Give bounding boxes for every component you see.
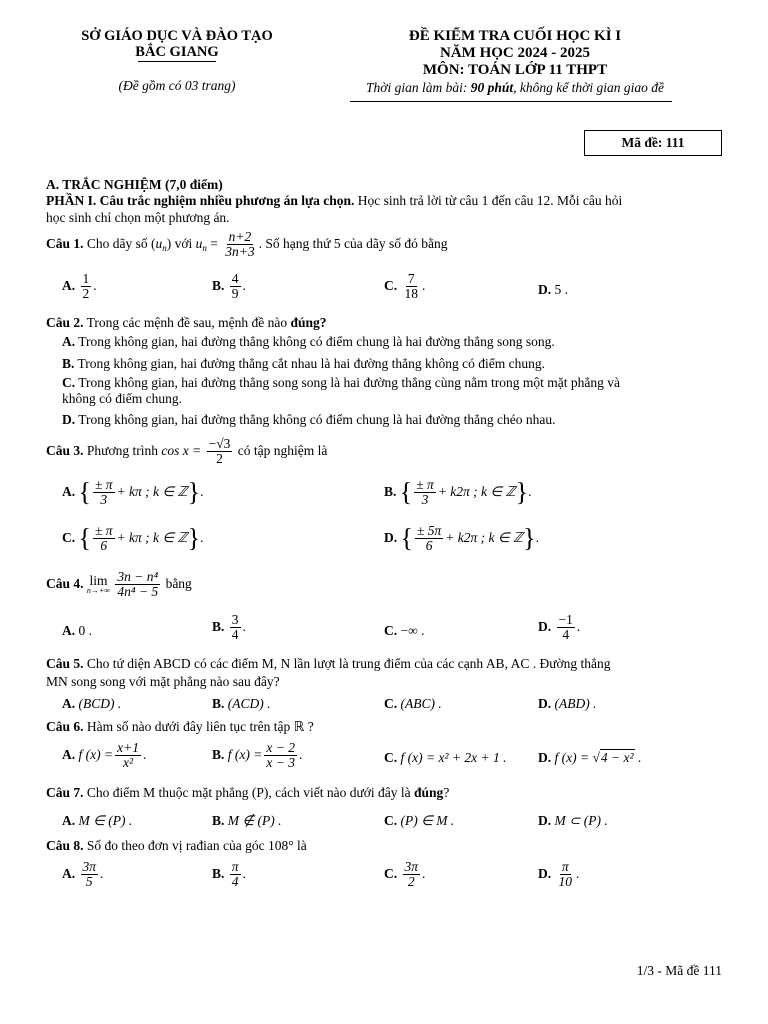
pages-note: (Đề gồm có 03 trang) [118, 78, 236, 93]
q6-option-a[interactable]: A. f (x) = $\frac{x+1}{\text{x²}}$ . [62, 740, 147, 771]
exam-code-box [584, 130, 722, 156]
exam-code: Mã đề: 111 [621, 135, 685, 150]
page-footer: 1/3 - Mã đề 111 [636, 963, 722, 978]
q2-option-a[interactable]: A. Trong không gian, hai đường thẳng không có điểm chung là hai đường thẳng song song. [62, 334, 555, 349]
q1-formula: $\frac{n+2}{3n+3}$ [225, 229, 255, 260]
q8-option-a[interactable]: A. $\frac{3\pi}{5}$ . [62, 859, 104, 890]
part-intro-line2: học sinh chỉ chọn một phương án. [46, 210, 230, 225]
q3-option-d[interactable]: D. { $\frac{\pm 5\pi}{6}$ + k2π ; k ∈ ℤ}. [384, 523, 539, 554]
q7-option-d[interactable]: D. M ⊂ (P) . [538, 813, 608, 828]
q6-option-c[interactable]: C. f (x) = x² + 2x + 1 . [384, 750, 507, 765]
question-3: Câu 3. Phương trình cos x = $\frac{-√3}{2}$ có tập nghiệm là [46, 436, 328, 467]
q2-option-d[interactable]: D. Trong không gian, hai đường thẳng không có điểm chung là hai đường thẳng chéo nhau. [62, 412, 556, 427]
q3-option-c[interactable]: C. { $\frac{\pm \pi}{6}$ + kπ ; k ∈ ℤ}. [62, 523, 204, 554]
q8-option-c[interactable]: C. $\frac{3\pi}{2}$ . [384, 859, 426, 890]
question-5: Câu 5. Cho tứ diện ABCD có các điểm M, N lần lượt là trung điểm của các cạnh AB, AC . Đường thẳng [46, 656, 611, 671]
section-title: A. TRẮC NGHIỆM (7,0 điểm) [46, 177, 223, 192]
time-limit: Thời gian làm bài: 90 phút, không kể thời gian giao đề [366, 80, 664, 95]
q5-option-a[interactable]: A. (BCD) . [62, 696, 122, 711]
q6-option-d[interactable]: D. f (x) = √4 − x² . [538, 750, 642, 765]
q5-option-b[interactable]: B. (ACD) . [212, 696, 271, 711]
q1-option-d[interactable]: D. 5 . [538, 282, 568, 297]
q5-option-c[interactable]: C. (ABC) . [384, 696, 442, 711]
question-8: Câu 8. Số đo theo đơn vị rađian của góc 108° là [46, 838, 307, 853]
q8-option-d[interactable]: D. $\frac{\pi}{10}$ . [538, 859, 580, 890]
province-name: BẮC GIANG [135, 44, 219, 60]
q5-option-d[interactable]: D. (ABD) . [538, 696, 597, 711]
part-intro: PHẦN I. Câu trắc nghiệm nhiều phương án lựa chọn. Học sinh trả lời từ câu 1 đến câu 12. Mỗi câu hỏi [46, 193, 623, 208]
q3-formula: $\frac{-√3}{2}$ [208, 436, 231, 467]
q4-option-d[interactable]: D. $\frac{-1}{4}$ . [538, 612, 581, 643]
question-5-line2: MN song song với mặt phẳng nào sau đây? [46, 674, 280, 689]
province-underline [138, 61, 216, 62]
q7-option-a[interactable]: A. M ∈ (P) . [62, 813, 133, 828]
q6-option-b[interactable]: B. f (x) = $\frac{x - 2}{x - 3}$ . [212, 740, 303, 771]
q4-option-a[interactable]: A. 0 . [62, 623, 92, 638]
question-4: Câu 4. lim n→+∞ $\frac{\text{3n − n⁴}}{\text{4n⁴ − 5}}$ bằng [46, 569, 192, 600]
school-year: NĂM HỌC 2024 - 2025 [440, 45, 590, 61]
q2-option-c[interactable]: C. Trong không gian, hai đường thẳng song song là hai đường thẳng cùng nằm trong một mặt phẳng và không có điểm chung. [62, 375, 620, 406]
q1-option-b[interactable]: B. $\frac{4}{9}$ . [212, 271, 246, 302]
header-rule [350, 101, 672, 102]
q4-option-c[interactable]: C. −∞ . [384, 623, 425, 638]
q2-option-b[interactable]: B. Trong không gian, hai đường thẳng cắt nhau là hai đường thẳng không có điểm chung. [62, 356, 545, 371]
q7-option-b[interactable]: B. M ∉ (P) . [212, 813, 282, 828]
q1-option-a[interactable]: A. $\frac{1}{2}$ . [62, 271, 97, 302]
department-name: SỞ GIÁO DỤC VÀ ĐÀO TẠO [81, 28, 273, 44]
question-7: Câu 7. Cho điểm M thuộc mặt phẳng (P), cách viết nào dưới đây là đúng? [46, 785, 450, 800]
q4-option-b[interactable]: B. $\frac{3}{4}$ . [212, 612, 246, 643]
q3-option-a[interactable]: A. { $\frac{\pm \pi}{3}$ + kπ ; k ∈ ℤ}. [62, 477, 204, 508]
q3-option-b[interactable]: B. { $\frac{\pm \pi}{3}$ + k2π ; k ∈ ℤ}. [384, 477, 532, 508]
subject: MÔN: TOÁN LỚP 11 THPT [422, 62, 608, 78]
q8-option-b[interactable]: B. $\frac{\pi}{4}$ . [212, 859, 246, 890]
exam-title: ĐỀ KIỂM TRA CUỐI HỌC KÌ I [408, 28, 622, 44]
question-2: Câu 2. Trong các mệnh đề sau, mệnh đề nào đúng? [46, 315, 327, 330]
q7-option-c[interactable]: C. (P) ∈ M . [384, 813, 455, 828]
question-6: Câu 6. Hàm số nào dưới đây liên tục trên tập ℝ ? [46, 719, 314, 734]
q4-formula: $\frac{\text{3n − n⁴}}{\text{4n⁴ − 5}}$ [117, 569, 159, 600]
question-1: Câu 1. Cho dãy số $(u_n)$ với $u_n$ = $\frac{n+2}{3n+3}$ . Số hạng thứ 5 của dãy số đó bằng [46, 229, 448, 260]
q1-option-c[interactable]: C. $\frac{7}{18}$ . [384, 271, 426, 302]
